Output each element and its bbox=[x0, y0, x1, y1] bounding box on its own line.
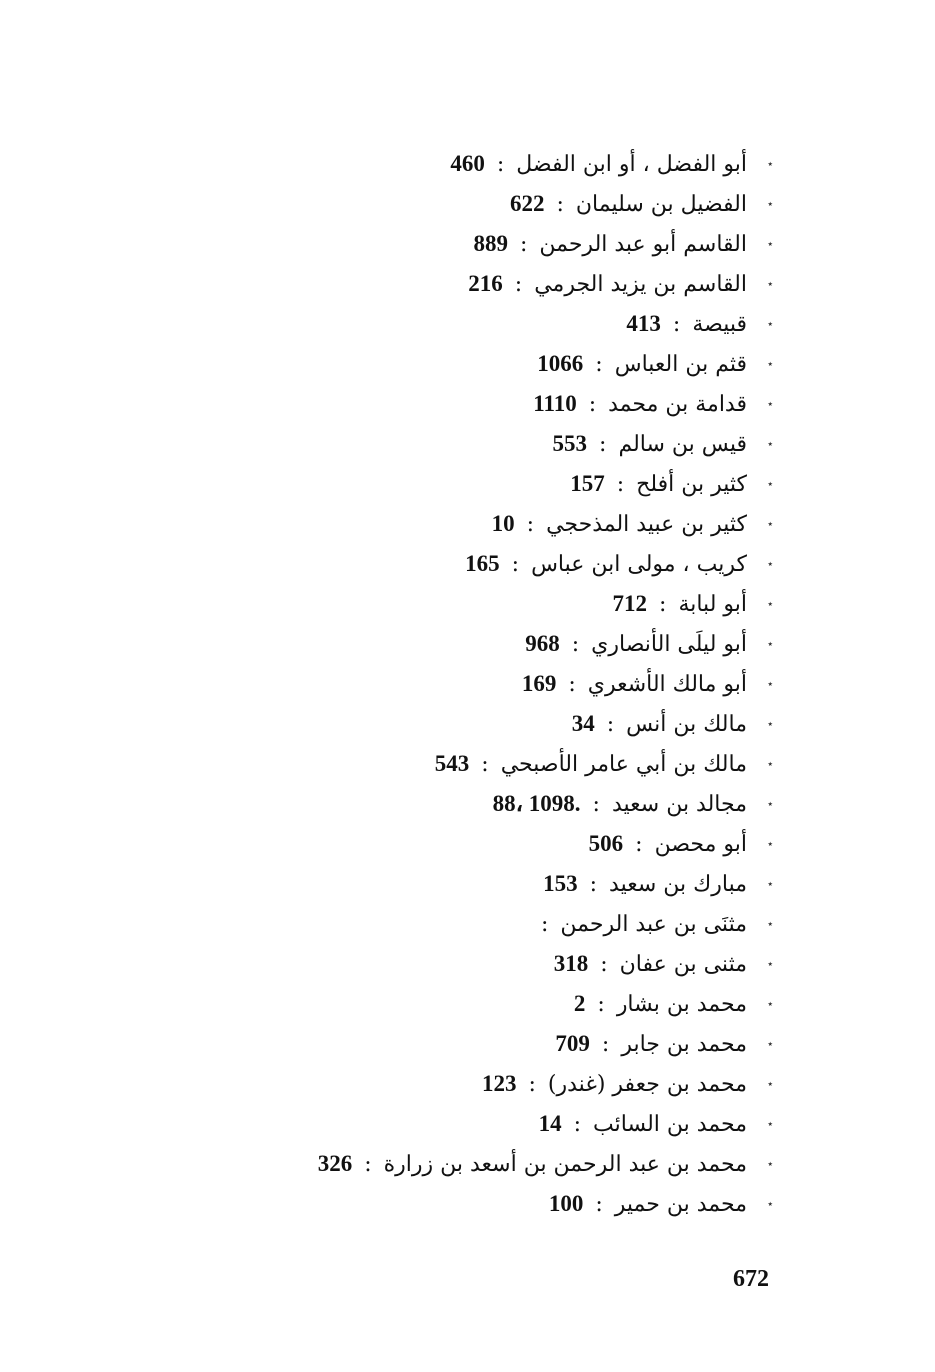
entry-reference: 216 bbox=[468, 271, 503, 296]
entry-name: القاسم أبو عبد الرحمن bbox=[539, 232, 747, 257]
index-entry bbox=[173, 384, 773, 424]
entry-name: مجالد بن سعيد bbox=[611, 792, 747, 817]
entry-name: محمد بن جابر bbox=[621, 1032, 747, 1057]
bullet-icon: ٭ bbox=[767, 239, 773, 250]
bullet-icon: ٭ bbox=[767, 1119, 773, 1130]
entry-separator: : bbox=[616, 472, 625, 497]
bullet-icon: ٭ bbox=[767, 279, 773, 290]
entry-separator: : bbox=[597, 992, 605, 1017]
entry-name: قبيصة bbox=[692, 312, 747, 337]
entry-name: كثير بن عبيد المذحجي bbox=[546, 512, 747, 537]
entry-reference: 169 bbox=[521, 671, 557, 696]
bullet-icon: ٭ bbox=[767, 959, 773, 970]
index-entry bbox=[173, 424, 773, 464]
entry-separator: : bbox=[514, 272, 523, 297]
entry-reference: 10 bbox=[491, 511, 515, 536]
entry-name: أبو لبابة bbox=[678, 592, 747, 617]
entry-name: أبو محصن bbox=[654, 832, 747, 857]
entry-separator: : bbox=[519, 232, 528, 257]
entry-name: أبو الفضل ، أو ابن الفضل bbox=[516, 152, 747, 177]
index-entry bbox=[173, 264, 773, 304]
entry-reference: 1066 bbox=[537, 351, 584, 376]
entry-name: محمد بن بشار bbox=[616, 992, 747, 1017]
bullet-icon: ٭ bbox=[767, 639, 773, 650]
bullet-icon: ٭ bbox=[767, 559, 773, 570]
index-entry bbox=[173, 784, 773, 824]
entry-reference: 100 bbox=[548, 1191, 584, 1216]
bullet-icon: ٭ bbox=[767, 1159, 773, 1170]
entry-name: الفضيل بن سليمان bbox=[575, 192, 747, 217]
entry-separator: : bbox=[540, 912, 549, 937]
entry-separator: : bbox=[600, 952, 608, 977]
entry-reference: 14 bbox=[538, 1111, 562, 1136]
bullet-icon: ٭ bbox=[767, 359, 773, 370]
entry-separator: : bbox=[526, 512, 535, 537]
entry-reference: 153 bbox=[543, 871, 578, 896]
entry-name: مثنَى بن عبد الرحمن bbox=[560, 912, 747, 937]
entry-reference: 622 bbox=[509, 191, 545, 216]
entry-reference: 157 bbox=[570, 471, 605, 496]
entry-reference: 543 bbox=[434, 751, 470, 776]
bullet-icon: ٭ bbox=[767, 319, 773, 330]
bullet-icon: ٭ bbox=[767, 159, 773, 170]
entry-separator: : bbox=[599, 432, 607, 457]
index-entry bbox=[173, 984, 773, 1024]
index-entry bbox=[173, 1104, 773, 1144]
bullet-icon: ٭ bbox=[767, 799, 773, 810]
index-entry bbox=[173, 744, 773, 784]
index-entry bbox=[173, 464, 773, 504]
entry-separator: : bbox=[481, 752, 489, 777]
bullet-icon: ٭ bbox=[767, 719, 773, 730]
entry-reference: 88، 1098. bbox=[492, 791, 581, 816]
entry-reference: 123 bbox=[482, 1071, 517, 1096]
entry-separator: : bbox=[635, 832, 643, 857]
entry-name: مثنى بن عفان bbox=[619, 952, 747, 977]
index-entry bbox=[173, 1064, 773, 1104]
entry-reference: 318 bbox=[553, 951, 589, 976]
entry-name: كريب ، مولى ابن عباس bbox=[531, 552, 747, 577]
bullet-icon: ٭ bbox=[767, 919, 773, 930]
index-entry bbox=[173, 544, 773, 584]
entry-name: قدامة بن محمد bbox=[608, 392, 747, 417]
index-entry bbox=[173, 824, 773, 864]
bullet-icon: ٭ bbox=[767, 599, 773, 610]
index-entry bbox=[173, 584, 773, 624]
entry-separator: : bbox=[595, 1192, 603, 1217]
entry-separator: : bbox=[496, 152, 505, 177]
index-entry bbox=[173, 344, 773, 384]
entry-reference: 553 bbox=[552, 431, 588, 456]
entry-separator: : bbox=[364, 1152, 372, 1177]
entry-separator: : bbox=[568, 672, 576, 697]
entry-separator: : bbox=[556, 192, 564, 217]
entry-separator: : bbox=[592, 792, 600, 817]
index-entry bbox=[173, 624, 773, 664]
bullet-icon: ٭ bbox=[767, 439, 773, 450]
index-entry bbox=[173, 304, 773, 344]
entry-reference: 506 bbox=[588, 831, 624, 856]
entry-separator: : bbox=[601, 1032, 610, 1057]
index-entry bbox=[173, 184, 773, 224]
index-entry bbox=[173, 904, 773, 944]
entry-separator: : bbox=[595, 352, 603, 377]
entry-separator: : bbox=[573, 1112, 582, 1137]
page-number: 672 bbox=[733, 1266, 769, 1292]
entry-reference: 34 bbox=[571, 711, 595, 736]
entry-reference: 709 bbox=[555, 1031, 590, 1056]
entry-name: محمد بن عبد الرحمن بن أسعد بن زرارة bbox=[383, 1152, 747, 1177]
entry-reference: 1110 bbox=[533, 391, 577, 416]
entry-name: محمد بن حمير bbox=[614, 1192, 747, 1217]
entry-reference: 712 bbox=[612, 591, 648, 616]
entry-reference: 413 bbox=[626, 311, 661, 336]
entry-name: قثم بن العباس bbox=[614, 352, 747, 377]
entry-separator: : bbox=[588, 392, 597, 417]
entry-reference: 460 bbox=[450, 151, 485, 176]
index-entry bbox=[173, 704, 773, 744]
index-entry bbox=[173, 664, 773, 704]
bullet-icon: ٭ bbox=[767, 679, 773, 690]
entry-separator: : bbox=[571, 632, 580, 657]
bullet-icon: ٭ bbox=[767, 479, 773, 490]
entry-name: محمد بن السائب bbox=[593, 1112, 747, 1137]
bullet-icon: ٭ bbox=[767, 1079, 773, 1090]
entry-name: أبو ليلَى الأنصاري bbox=[591, 632, 747, 657]
bullet-icon: ٭ bbox=[767, 999, 773, 1010]
bullet-icon: ٭ bbox=[767, 879, 773, 890]
bullet-icon: ٭ bbox=[767, 1199, 773, 1210]
index-entry bbox=[173, 144, 773, 184]
entry-name: قيس بن سالم bbox=[618, 432, 747, 457]
bullet-icon: ٭ bbox=[767, 199, 773, 210]
entry-name: مالك بن أبي عامر الأصبحي bbox=[500, 752, 747, 777]
entry-name: القاسم بن يزيد الجرمي bbox=[534, 272, 747, 297]
index-entry bbox=[173, 224, 773, 264]
bullet-icon: ٭ bbox=[767, 759, 773, 770]
entry-name: مبارك بن سعيد bbox=[609, 872, 747, 897]
entry-separator: : bbox=[606, 712, 615, 737]
entry-separator: : bbox=[659, 592, 667, 617]
entry-name: مالك بن أنس bbox=[626, 712, 747, 737]
index-entry bbox=[173, 1024, 773, 1064]
index-entry bbox=[173, 1144, 773, 1184]
entry-reference: 165 bbox=[465, 551, 500, 576]
entry-separator: : bbox=[511, 552, 520, 577]
bullet-icon: ٭ bbox=[767, 519, 773, 530]
entry-name: محمد بن جعفر (غندر) bbox=[547, 1072, 747, 1097]
index-entry bbox=[173, 1184, 773, 1224]
entry-separator: : bbox=[528, 1072, 536, 1097]
entry-reference: 326 bbox=[317, 1151, 353, 1176]
entry-reference: 889 bbox=[473, 231, 508, 256]
bullet-icon: ٭ bbox=[767, 1039, 773, 1050]
entry-name: أبو مالك الأشعري bbox=[587, 672, 747, 697]
entry-separator: : bbox=[589, 872, 598, 897]
index-entries-list bbox=[173, 144, 773, 1224]
index-entry bbox=[173, 944, 773, 984]
entry-reference: 2 bbox=[573, 991, 586, 1016]
entry-name: كثير بن أفلح bbox=[636, 472, 747, 497]
entry-reference: 968 bbox=[525, 631, 560, 656]
index-entry bbox=[173, 864, 773, 904]
index-entry bbox=[173, 504, 773, 544]
entry-separator: : bbox=[672, 312, 681, 337]
bullet-icon: ٭ bbox=[767, 399, 773, 410]
bullet-icon: ٭ bbox=[767, 839, 773, 850]
